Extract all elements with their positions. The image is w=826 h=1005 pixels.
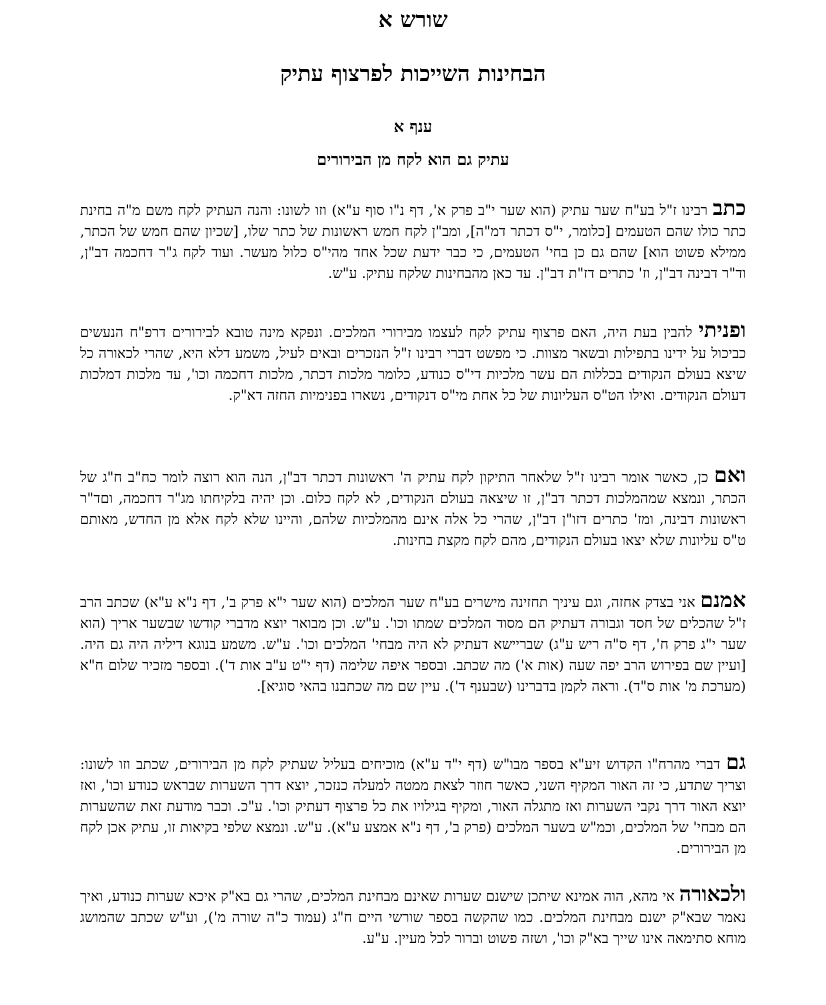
paragraph-1 xyxy=(80,198,746,285)
paragraph-text: דברי מהרח"ו הקדוש זיע"א בספר מבו"ש (דף י"ד ע"א) מוכיחים בעליל שעתיק לקח מן הבירורים, שכתב וזו לשונו: וצריך שתדע, כי זה האור המקיף השני, כאשר חוזר לצאת ממטה למעלה כנזכר, יוצא דרך השערות שבראש כנודע וכו', ואז יוצא האור דרך נקבי השערות ואז מתגלה האור, ומקיף בגילויו את כל פרצוף דעתיק וכו'. ע"כ. וכבר מודעת זאת שהשערות הם מבחי' של המלכים, וכמ"ש בשער המלכים (פרק ב', דף נ"א אמצע ע"א). ע"ש. ונמצא שלפי בקיאות זו, עתיק אכן לקח מן הבירורים. xyxy=(80,757,746,857)
paragraph-text: להבין בעת היה, האם פרצוף עתיק לקח לעצמו מבירורי המלכים. ונפקא מינה טובא לבירורים דרפ"ח הנעשים כביכול על ידינו בתפילות ובשאר מצוות. כי מפשט דברי רבינו ז"ל הנזכרים ובאים לעיל, משמע דלא היא, שהרי לכאורה כל שיצא בעולם הנקודים בכללות הם עשר מלכיות די"ס כנודע, כלומר מלכות דכתר, מלכות דחכמה וכו', עד מלכות דמלכות דעולם הנקודים. ואילו הט"ס העליונות של כל אחת מי"ס דנקודים, נשארו בפנימיות החזה דא"ק. xyxy=(80,325,746,404)
paragraph-text: אני בצדק אחזה, וגם עיניך תחזינה מישרים בע"ח שער המלכים (הוא שער י"א פרק ב', דף נ"א ע"א) שכתב הרב ז"ל שהכלים של חסד וגבורה דעתיק הם מסוד המלכים שמתו וכו'. ע"ש. וכן מבואר יוצא מדברי קודשו שבשער אריך (הוא שער י"ג פרק ח', דף ס"ה ריש ע"ג) שבריישא דעתיק לא היה מבחי' המלכים וכו'. ע"ש. משמע בנוגא דיליה היה גם היה. [ועיין שם בפירוש הרב יפה שעה (אות א') מה שכתב. ובספר איפה שלימה (דף י"ט ע"ב אות ד'). ובספר מזכיר שלום ח"א (מערכת מ' אות ס"ד). וראה לקמן בדברינו (שבענף ד'). עיין שם מה שכתבנו בהאי סוגיא]. xyxy=(80,595,747,695)
branch-subtitle: עתיק גם הוא לקח מן הבירורים xyxy=(316,150,510,169)
paragraph-lead-word: ואם xyxy=(714,463,746,487)
paragraph-text: כן, כאשר אומר רבינו ז"ל שלאחר התיקון לקח עתיק ה' ראשונות דכתר דב"ן, הנה הוא רוצה לומר כח"ב ח"ג של הכתר, ונמצא שמהמלכות דכתר דב"ן, זו שיצאה בעולם הנקודים, לא לקח כלום. וכן יהיה בלקיחתו מג"ר דחכמה, וםד"ר ראשונות דבינה, ומז' כתרים דזו"ן דב"ן, שהרי כל אלה אינם מהמלכיות שלהם, והיינו שלא לקח אלא מן החדש, מאותם ט"ס עליונות שלא יצאו בעולם הנקודים, מהם לקח מקצת בחינות. xyxy=(80,470,746,549)
paragraph-lead-word: גם xyxy=(725,750,746,774)
branch-title: ענף א xyxy=(393,117,433,136)
paragraph-3 xyxy=(80,465,746,552)
paragraph-lead-word: ופניתי xyxy=(698,318,746,342)
paragraph-lead-word: אמנם xyxy=(700,588,746,612)
paragraph-text: אי מהא, הוה אמינא שיתכן שישנם שערות שאינם מבחינת המלכים, שהרי גם בא"ק איכא שערות כנודע, ואיך נאמר שבא"ק ישנם מבחינת המלכים. כמו שהקשה בספר שורשי היים ח"ג (עמוד כ"ה שורה מ'), וע"ש שכתב שהמושג מוחא סתימאה אינו שייך בא"ק וכו', ושזה פשוט וברור לכל מעיין. ע"ע. xyxy=(80,889,746,947)
paragraph-lead-word: כתב xyxy=(712,196,746,220)
paragraph-4 xyxy=(80,590,746,698)
paragraph-5 xyxy=(80,752,746,860)
paragraph-2 xyxy=(80,320,746,407)
paragraph-lead-word: ולכאורה xyxy=(679,882,746,906)
root-title: שורש א xyxy=(378,7,448,33)
paragraph-text: רבינו ז"ל בע"ח שער עתיק (הוא שער י"ב פרק א', דף נ"ו סוף ע"א) וזו לשונו: והנה העתיק לקח משם מ"ה בחינת כתר כולו שהם הטעמים [כלומר, י"ס דכתר דמ"ה], ומב"ן לקח חמש ראשונות של כתר שלו, [שכיון שהם חמש של הכתר, ממילא פשוט הוא] שהם גם כן בחי' הטעמים, כי כבר ידעת שכל אחד מהי"ס כלול מעשר. ועוד לקח ג"ר דחכמה דב"ן, וד"ר דבינה דב"ן, וז' כתרים דז"ת דב"ן. עד כאן מהבחינות שלקח עתיק. ע"ש. xyxy=(80,203,746,282)
paragraph-6 xyxy=(80,884,746,950)
root-subtitle: הבחינות השייכות לפרצוף עתיק xyxy=(280,61,546,87)
